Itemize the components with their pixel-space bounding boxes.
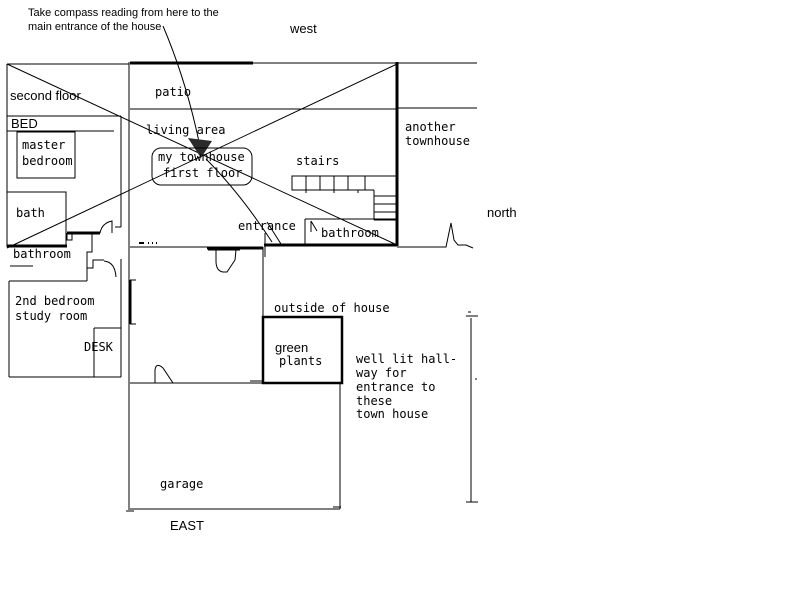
compass-north-label: north (487, 205, 517, 220)
north-spike (397, 223, 473, 248)
desk-label: DESK (84, 340, 113, 354)
compass-east-label: EAST (170, 518, 204, 533)
door-swing-icon (67, 221, 112, 240)
hallway-label-line3: entrance to (356, 380, 436, 394)
entrance-label: entrance (238, 219, 296, 233)
townhouse-label-line1: my townhouse (158, 150, 245, 164)
master-bedroom-label-line2: bedroom (22, 154, 73, 168)
annotation-line1: Take compass reading from here to the (28, 7, 219, 19)
door-swing-icon (155, 365, 173, 383)
door-swing-icon (311, 221, 317, 232)
garage-walls (126, 383, 341, 511)
neighbour-townhouse-walls (397, 63, 477, 108)
bedroom2-label-line2: study room (15, 309, 88, 323)
annotation-line2: main entrance of the house (28, 21, 162, 33)
bathroom-stairs-label: bathroom (321, 226, 379, 240)
hallway-label-line4: these (356, 394, 393, 408)
fixture-icon (208, 250, 240, 272)
stairs-label: stairs (296, 154, 340, 168)
door-swing-icon (104, 261, 116, 277)
living-area-label: living area (146, 123, 226, 137)
garage-label: garage (160, 477, 204, 491)
stairs-drawing (292, 176, 397, 220)
hallway-label-line5: town house (356, 407, 429, 421)
bedroom2-label-line1: 2nd bedroom (15, 294, 95, 308)
another-townhouse-label-line1: another (405, 120, 456, 134)
second-floor-label: second floor (10, 88, 81, 103)
hallway-label-line1: well lit hall- (356, 352, 458, 366)
outside-label: outside of house (274, 301, 390, 315)
patio-label: patio (155, 85, 192, 99)
green-plants-label-line1: green (275, 340, 309, 355)
green-plants-label-line2: plants (279, 354, 323, 368)
hallway-label-line2: way for (356, 366, 407, 380)
townhouse-label-line2: first floor (163, 166, 243, 180)
another-townhouse-label-line2: townhouse (405, 134, 471, 148)
bed-label: BED (11, 116, 38, 131)
bathroom-left-label: bathroom (13, 247, 71, 261)
compass-west-label: west (290, 21, 317, 36)
hallway-line (466, 312, 478, 502)
bath-label: bath (16, 206, 45, 220)
master-bedroom-label-line1: master (22, 138, 66, 152)
